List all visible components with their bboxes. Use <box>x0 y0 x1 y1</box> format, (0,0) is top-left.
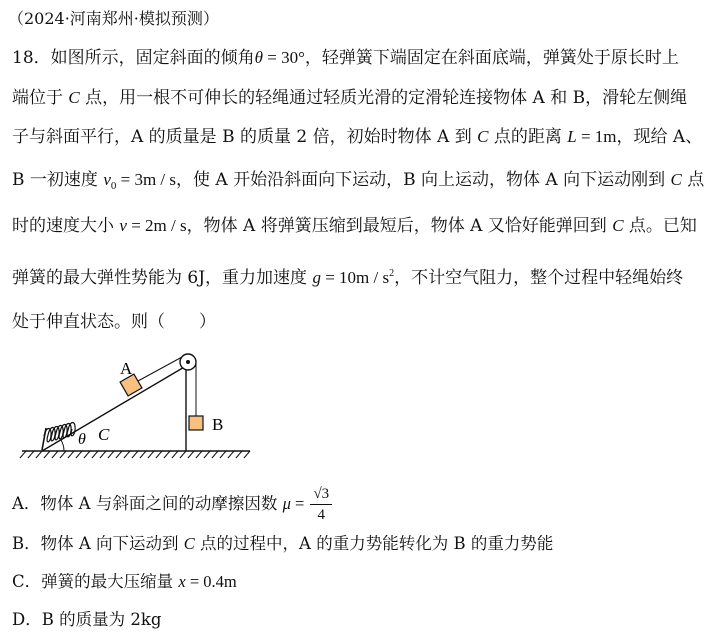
text: 点。已知 <box>623 216 697 236</box>
label-theta: θ <box>78 431 86 448</box>
question-number: 18． <box>12 48 51 68</box>
question-line-7: 处于伸直状态。则（ ） <box>12 312 216 332</box>
text: A．物体 A 与斜面之间的动摩擦因数 <box>12 494 283 513</box>
ground-hatching <box>20 451 250 458</box>
point-c: C <box>68 88 80 107</box>
question-line-3 <box>12 125 719 149</box>
text: 如图所示，固定斜面的倾角 <box>50 48 255 68</box>
question-line-1 <box>12 46 719 70</box>
fraction-numerator: √3 <box>310 484 332 505</box>
fraction <box>310 484 332 525</box>
text: ，不计空气阻力，整个过程中轻绳始终 <box>394 268 684 288</box>
text: = <box>290 494 309 513</box>
label-b: B <box>212 415 224 434</box>
g-superscript: 2 <box>389 268 395 279</box>
theta-arc <box>61 440 64 451</box>
question-line-6 <box>12 262 719 290</box>
spring-coil <box>44 423 75 442</box>
point-c: C <box>477 127 489 146</box>
text: 点 <box>681 170 705 190</box>
question-line-4 <box>12 168 719 198</box>
theta-value: = 30° <box>263 48 305 67</box>
rope-incline <box>138 357 182 381</box>
question-line-2 <box>12 86 719 110</box>
option-c <box>12 570 237 594</box>
v0-value: = 3m / s <box>116 170 177 189</box>
option-a <box>12 484 332 525</box>
option-b <box>12 532 553 556</box>
text: ，物体 A 将弹簧压缩到最短后，物体 A 又恰好能弹回到 <box>186 216 613 236</box>
text: B．物体 A 向下运动到 <box>12 534 184 553</box>
mu-symbol: μ <box>282 494 291 513</box>
text: 端位于 <box>12 88 63 108</box>
question-line-5 <box>12 214 719 238</box>
point-c: C <box>183 534 195 553</box>
g-symbol: g <box>312 268 321 287</box>
text: 点，用一根不可伸长的轻绳通过轻质光滑的定滑轮连接物体 A 和 B，滑轮左侧绳 <box>79 88 688 108</box>
label-c: C <box>98 425 110 444</box>
x-symbol: x <box>178 572 186 591</box>
l-symbol: L <box>567 127 577 146</box>
v0-symbol: v <box>103 170 111 189</box>
label-a: A <box>120 359 133 378</box>
block-b <box>189 416 203 430</box>
l-value: = 1m <box>576 127 617 146</box>
text: 弹簧的最大弹性势能为 6J，重力加速度 <box>12 268 313 288</box>
v-symbol: v <box>119 216 127 235</box>
fraction-denominator: 4 <box>317 507 326 523</box>
point-c: C <box>612 216 624 235</box>
x-value: = 0.4m <box>185 572 237 591</box>
pulley-axle <box>186 360 190 364</box>
text: ，轻弹簧下端固定在斜面底端，弹簧处于原长时上 <box>304 48 679 68</box>
source-tag: （2024·河南郑州·模拟预测） <box>8 9 219 28</box>
text: 时的速度大小 <box>12 216 120 236</box>
v-value: = 2m / s <box>126 216 187 235</box>
text: B 一初速度 <box>12 170 104 190</box>
g-value: = 10m / s <box>320 268 390 287</box>
text: ，现给 A、 <box>616 127 703 147</box>
v0-subscript: 0 <box>110 180 117 192</box>
text: 点的距离 <box>488 127 568 147</box>
text: ，使 A 开始沿斜面向下运动，B 向上运动，物体 A 向下运动刚到 <box>176 170 671 190</box>
text: 子与斜面平行，A 的质量是 B 的质量 2 倍，初始时物体 A 到 <box>12 127 478 147</box>
theta-symbol: θ <box>254 48 263 67</box>
text: C．弹簧的最大压缩量 <box>12 572 179 591</box>
point-c: C <box>670 170 682 189</box>
incline-pulley-figure <box>18 340 258 462</box>
text: 点的过程中，A 的重力势能转化为 B 的重力势能 <box>194 534 554 553</box>
option-d: D．B 的质量为 2kg <box>12 610 162 629</box>
